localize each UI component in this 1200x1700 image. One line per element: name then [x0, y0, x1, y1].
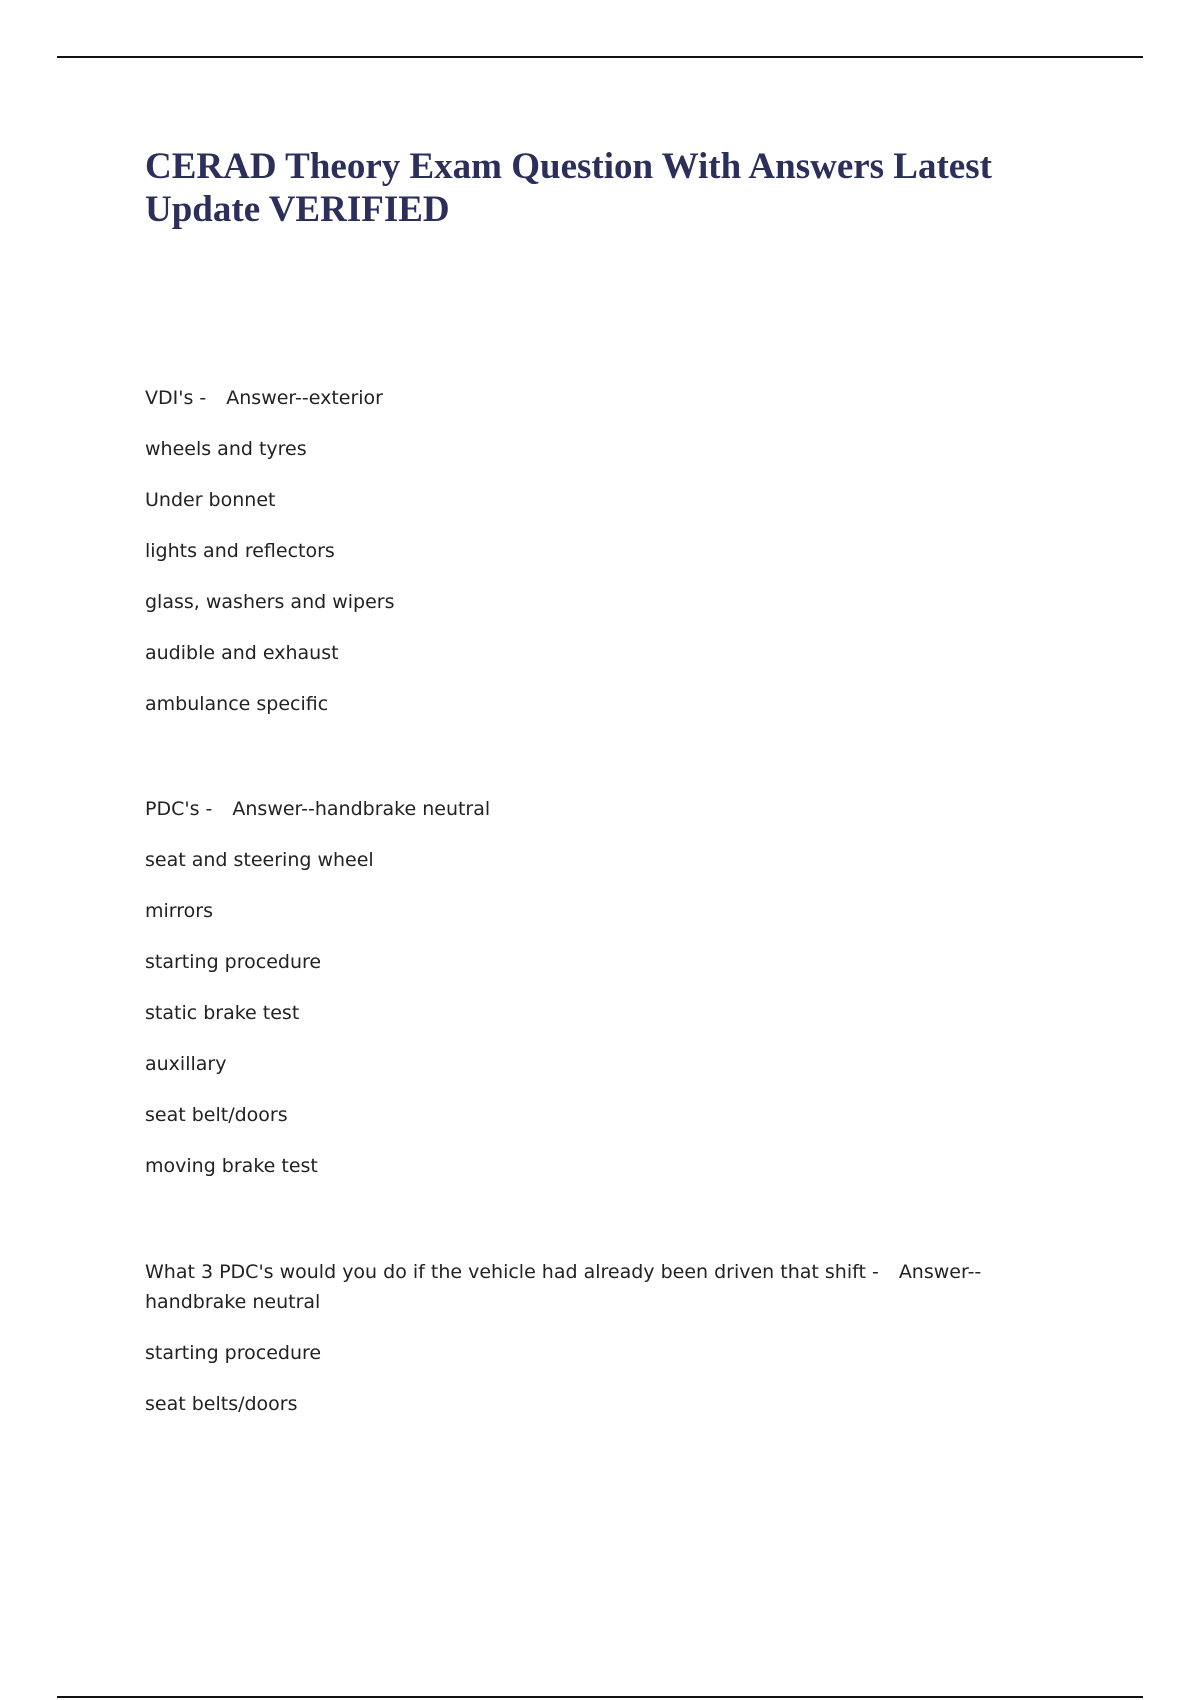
answer-line: ambulance specific [145, 693, 329, 715]
answer-line: static brake test [145, 1002, 300, 1024]
document-title: CERAD Theory Exam Question With Answers Latest Update VERIFIED [145, 146, 992, 230]
answer-line: starting procedure [145, 951, 322, 973]
answer-line: seat belt/doors [145, 1104, 288, 1126]
answer-line: Under bonnet [145, 489, 276, 511]
qa-first-line [145, 794, 1045, 845]
answer-text: Answer--handbrake neutral [145, 1261, 982, 1313]
qa-item-pdcs [145, 794, 1045, 1202]
question-text: VDI's - [145, 387, 207, 409]
answer-text: Answer--exterior [226, 387, 383, 409]
answer-line: starting procedure [145, 1342, 322, 1364]
answer-line: audible and exhaust [145, 642, 339, 664]
question-text: What 3 PDC's would you do if the vehicle had already been driven that shift - [145, 1261, 879, 1283]
answer-line: moving brake test [145, 1155, 318, 1177]
question-text: PDC's - [145, 798, 213, 820]
answer-line: auxillary [145, 1053, 227, 1075]
footer-rule [57, 1696, 1143, 1698]
header-rule [57, 56, 1143, 58]
qa-item-vdis [145, 383, 1045, 740]
answer-text: Answer--handbrake neutral [232, 798, 491, 820]
answer-line: wheels and tyres [145, 438, 307, 460]
answer-line: lights and reflectors [145, 540, 335, 562]
answer-line: mirrors [145, 900, 213, 922]
answer-line: glass, washers and wipers [145, 591, 395, 613]
answer-line: seat and steering wheel [145, 849, 374, 871]
qa-item-pdcs-already-driven [145, 1257, 1045, 1440]
qa-first-line [145, 1257, 1045, 1317]
answer-line: seat belts/doors [145, 1393, 298, 1415]
qa-first-line [145, 383, 1045, 434]
